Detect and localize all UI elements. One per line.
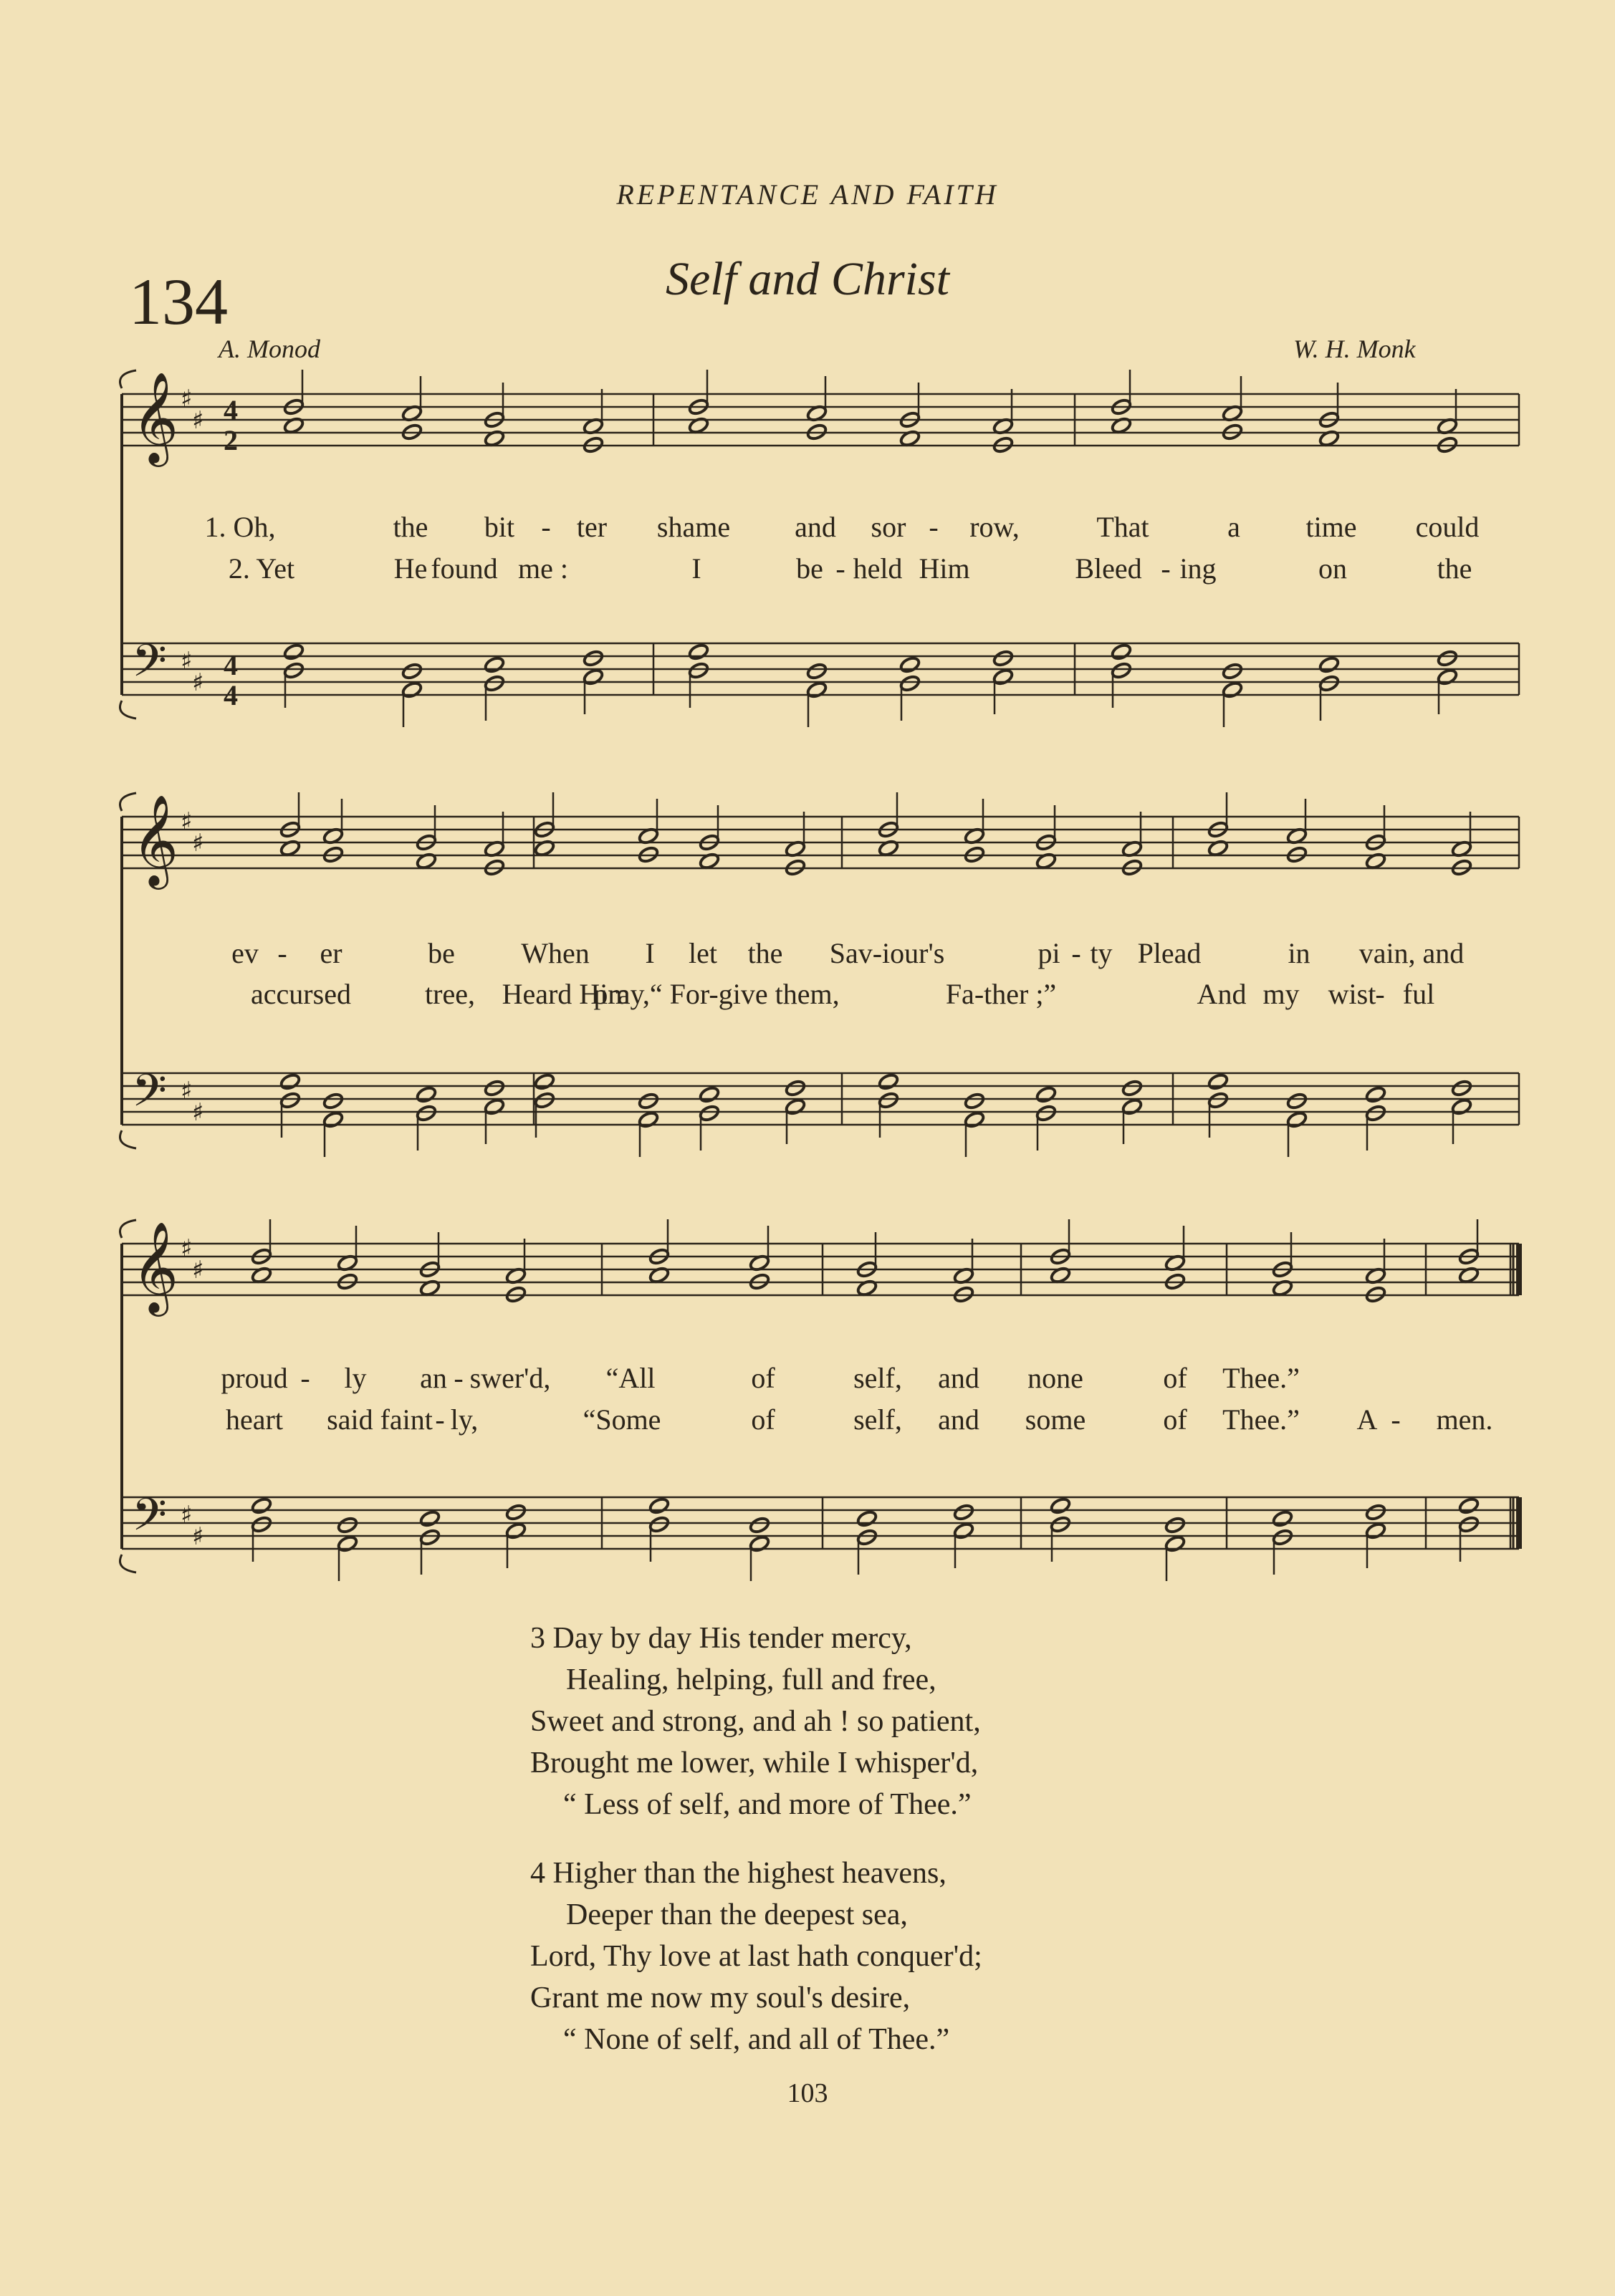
lyric-syllable: ly bbox=[344, 1362, 367, 1394]
treble-time-top: 4 bbox=[224, 394, 238, 426]
lyric-syllable: let bbox=[689, 937, 717, 969]
lyric-syllable: - bbox=[454, 1362, 464, 1394]
lyric-syllable: and bbox=[795, 511, 836, 543]
verse-line: Deeper than the deepest sea, bbox=[566, 1898, 908, 1931]
svg-text:♯: ♯ bbox=[181, 1234, 193, 1263]
section-heading: REPENTANCE AND FAITH bbox=[616, 178, 999, 211]
lyric-syllable: me : bbox=[518, 552, 568, 585]
lyric-syllable: the bbox=[747, 937, 783, 969]
svg-text:♯: ♯ bbox=[181, 647, 193, 676]
staff-lines bbox=[120, 370, 1520, 1572]
svg-text:𝄢: 𝄢 bbox=[132, 1488, 167, 1552]
lyric-syllable: Fa-ther ;” bbox=[945, 978, 1057, 1010]
lyric-syllable: ing bbox=[1179, 552, 1217, 585]
lyric-syllable: men. bbox=[1436, 1403, 1493, 1436]
svg-text:𝄞: 𝄞 bbox=[132, 794, 179, 885]
lyric-syllable: - bbox=[1375, 978, 1385, 1010]
svg-text:♯: ♯ bbox=[181, 807, 193, 836]
lyric-syllable: Him bbox=[919, 552, 970, 585]
lyric-syllable: Thee.” bbox=[1222, 1362, 1300, 1394]
lyric-syllable: wist bbox=[1328, 978, 1376, 1010]
lyric-syllable: in bbox=[1288, 937, 1310, 969]
verse-3 bbox=[530, 1618, 981, 1825]
lyric-syllable: could bbox=[1415, 511, 1480, 543]
lyric-syllable: ly, bbox=[450, 1403, 479, 1436]
svg-text:♯: ♯ bbox=[192, 829, 204, 858]
lyric-syllable: ty bbox=[1090, 937, 1113, 969]
lyric-syllable: shame bbox=[656, 511, 731, 543]
bass-time-bottom: 4 bbox=[224, 679, 238, 711]
lyric-syllable: vain, and bbox=[1358, 937, 1465, 969]
lyric-syllable: row, bbox=[969, 511, 1020, 543]
lyric-syllable: of bbox=[1163, 1403, 1187, 1436]
lyric-syllable: be bbox=[428, 937, 455, 969]
lyric-syllable: And bbox=[1197, 978, 1247, 1010]
verse-line: 4 Higher than the highest heavens, bbox=[530, 1857, 947, 1890]
lyric-syllable: none bbox=[1027, 1362, 1083, 1394]
lyric-syllable: and bbox=[938, 1403, 979, 1436]
verse-line: Brought me lower, while I whisper'd, bbox=[530, 1747, 979, 1779]
lyric-syllable: found bbox=[431, 552, 498, 585]
lyric-syllable: held bbox=[853, 552, 903, 585]
lyric-syllable: time bbox=[1305, 511, 1357, 543]
lyric-syllable: the bbox=[1437, 552, 1472, 585]
lyric-syllable: - bbox=[929, 511, 939, 543]
svg-text:𝄞: 𝄞 bbox=[132, 1221, 179, 1312]
lyric-syllable: When bbox=[521, 937, 590, 969]
svg-text:𝄞: 𝄞 bbox=[132, 371, 179, 463]
lyric-syllable: of bbox=[751, 1362, 775, 1394]
lyric-syllable: Bleed bbox=[1075, 552, 1142, 585]
lyric-syllable: Plead bbox=[1137, 937, 1202, 969]
lyric-syllable: self, bbox=[853, 1362, 902, 1394]
lyric-syllable: Thee.” bbox=[1222, 1403, 1300, 1436]
lyric-syllable: Heard Him bbox=[502, 978, 631, 1010]
verse-line: Grant me now my soul's desire, bbox=[530, 1982, 911, 2014]
svg-text:♯: ♯ bbox=[192, 406, 204, 435]
lyric-syllable: I bbox=[691, 552, 701, 585]
lyric-syllable: and bbox=[938, 1362, 979, 1394]
verse-line: “ Less of self, and more of Thee.” bbox=[563, 1788, 972, 1821]
lyric-syllable: pray,“ For-give them, bbox=[593, 978, 840, 1010]
lyric-syllable: - bbox=[277, 937, 287, 969]
lyric-syllable: “Some bbox=[583, 1403, 661, 1436]
lyric-syllable: - bbox=[300, 1362, 310, 1394]
lyric-syllable: an bbox=[420, 1362, 447, 1394]
svg-text:♯: ♯ bbox=[192, 1256, 204, 1284]
lyric-syllable: I bbox=[645, 937, 655, 969]
lyric-syllable: some bbox=[1025, 1403, 1086, 1436]
lyric-syllable: proud bbox=[221, 1362, 288, 1394]
svg-text:♯: ♯ bbox=[192, 1522, 204, 1551]
lyric-syllable: - bbox=[1391, 1403, 1401, 1436]
lyric-syllable: sor bbox=[871, 511, 906, 543]
lyric-syllable: the bbox=[393, 511, 428, 543]
lyric-syllable: pi bbox=[1037, 937, 1060, 969]
svg-text:♯: ♯ bbox=[192, 1098, 204, 1127]
lyric-syllable: That bbox=[1096, 511, 1149, 543]
composer-credit: W. H. Monk bbox=[1293, 335, 1416, 363]
svg-text:♯: ♯ bbox=[181, 385, 193, 413]
treble-time-bottom: 2 bbox=[224, 424, 238, 456]
lyric-syllable: He bbox=[393, 552, 428, 585]
lyric-syllable: A bbox=[1356, 1403, 1378, 1436]
bass-time-top: 4 bbox=[224, 649, 238, 681]
hymn-title: Self and Christ bbox=[665, 253, 950, 305]
lyric-syllable: ev bbox=[231, 937, 259, 969]
svg-text:♯: ♯ bbox=[181, 1501, 193, 1529]
lyric-syllable: of bbox=[1163, 1362, 1187, 1394]
verse-line: Lord, Thy love at last hath conquer'd; bbox=[530, 1940, 982, 1973]
lyric-syllable: heart bbox=[226, 1403, 283, 1436]
lyric-syllable: - bbox=[1161, 552, 1171, 585]
lyric-syllable: my bbox=[1262, 978, 1300, 1010]
lyric-syllable: bit bbox=[484, 511, 515, 543]
clefs bbox=[132, 371, 203, 1552]
lyric-syllable: 1. Oh, bbox=[204, 511, 276, 543]
lyric-syllable: “All bbox=[605, 1362, 656, 1394]
author-credit: A. Monod bbox=[219, 335, 320, 363]
lyric-syllable: ter bbox=[576, 511, 608, 543]
lyric-syllable: - bbox=[541, 511, 551, 543]
hymn-number: 134 bbox=[129, 265, 228, 338]
lyric-syllable: on bbox=[1318, 552, 1347, 585]
verse-line: 3 Day by day His tender mercy, bbox=[530, 1622, 912, 1655]
verse-line: Healing, helping, full and free, bbox=[566, 1663, 936, 1696]
lyric-syllable: be bbox=[796, 552, 823, 585]
svg-text:𝄢: 𝄢 bbox=[132, 634, 167, 698]
lyric-syllable: accursed bbox=[251, 978, 351, 1010]
svg-text:𝄢: 𝄢 bbox=[132, 1064, 167, 1128]
page-number: 103 bbox=[787, 2078, 828, 2108]
lyric-syllable: 2. Yet bbox=[228, 552, 295, 585]
lyric-syllable: er bbox=[320, 937, 342, 969]
lyric-syllable: a bbox=[1227, 511, 1240, 543]
lyric-syllable: - bbox=[435, 1403, 445, 1436]
svg-text:♯: ♯ bbox=[181, 1077, 193, 1105]
lyric-syllable: tree, bbox=[425, 978, 475, 1010]
lyric-syllable: of bbox=[751, 1403, 775, 1436]
lyric-syllable: - bbox=[1071, 937, 1081, 969]
verse-line: Sweet and strong, and ah ! so patient, bbox=[530, 1705, 981, 1738]
verse-line: “ None of self, and all of Thee.” bbox=[563, 2023, 950, 2056]
verse-4 bbox=[530, 1853, 982, 2060]
lyric-syllable: Sav-iour's bbox=[829, 937, 945, 969]
lyric-syllable: self, bbox=[853, 1403, 902, 1436]
svg-text:♯: ♯ bbox=[192, 668, 204, 697]
lyric-syllable: swer'd, bbox=[469, 1362, 551, 1394]
lyric-syllable: ful bbox=[1402, 978, 1435, 1010]
lyric-syllable: said faint bbox=[327, 1403, 433, 1436]
lyric-syllable: - bbox=[835, 552, 845, 585]
